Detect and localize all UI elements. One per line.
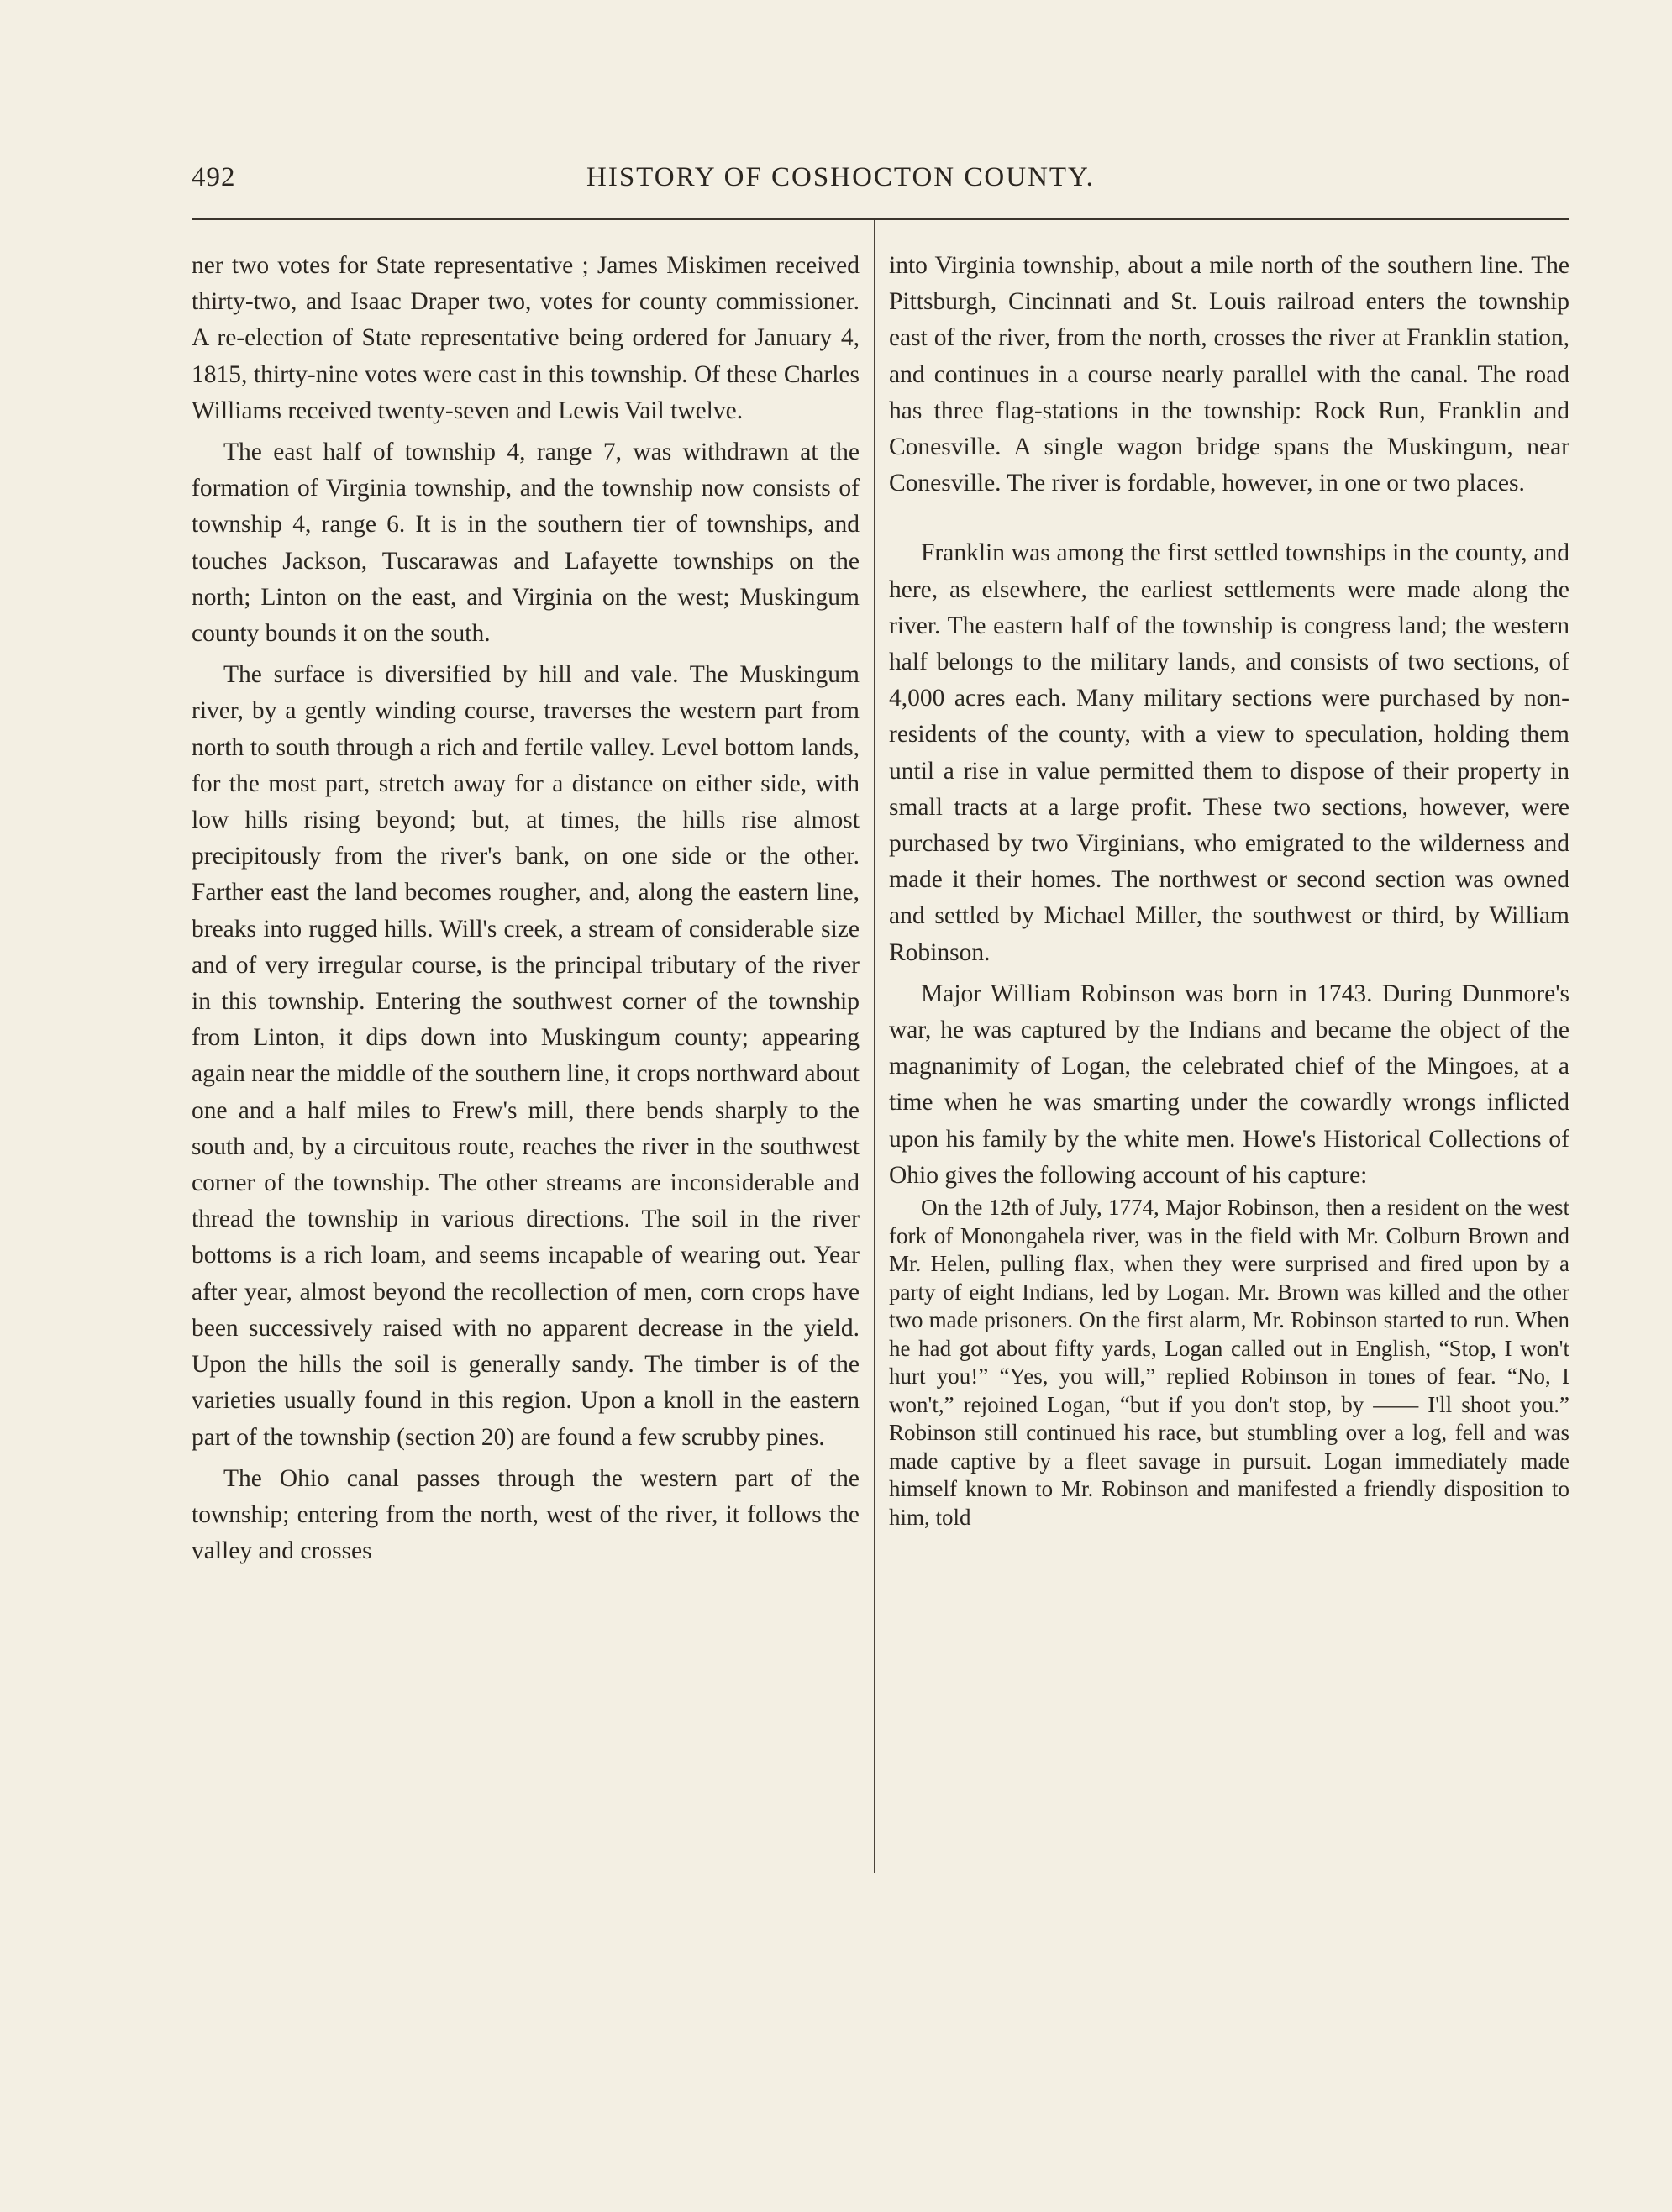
paragraph-boundaries: The east half of township 4, range 7, was withdrawn at the formation of Virginia township, and the township now consists of township 4, range 6. It is in the southern tier of townships, and touches Jackson, Tuscarawas and Lafayette townships on the north; Linton on the east, and Virginia on the west; Muskingum county bounds it on the south. — [192, 439, 860, 648]
paragraph-surface: The surface is diversified by hill and vale. The Muskingum river, by a gently winding course, traverses the western part from north to south through a rich and fertile valley. Level bottom lands, for the most part, stretch away for a distance on either side, with low hills rising beyond; but, at times, the hills rise almost precipitously from the river's bank, on one side or the other. Farther east the land becomes rougher, and, along the eastern line, breaks into rugged hills. Will's creek, a stream of considerable size and of very irregular course, is the principal tributary of the river in this township. Entering the southwest corner of the township from Linton, it dips down into Muskingum county; appearing again near the middle of the southern line, it crops northward about one and a half miles to Frew's mill, there bends sharply to the south and, by a circuitous route, reaches the river in the southwest corner of the township. The other streams are inconsiderable and thread the township in various directions. The soil in the river bottoms is a rich loam, and seems incapable of wearing out. Year after year, almost beyond the recollection of men, corn crops have been successively raised with no apparent decrease in the yield. Upon the hills the soil is generally sandy. The timber is of the varieties usually found in this region. Upon a knoll in the eastern part of the township (section 20) are found a few scrubby pines. — [192, 661, 860, 1451]
page-header — [192, 162, 1569, 204]
paragraph-canal: The Ohio canal passes through the western part of the township; entering from the north, west of the river, it follows the valley and crosses — [192, 1464, 860, 1565]
paragraph-railroad: into Virginia township, about a mile north of the southern line. The Pittsburgh, Cincinnati and St. Louis railroad enters the township east of the river, from the north, crosses the river at Franklin station, and continues in a course nearly parallel with the canal. The road has three flag-stations in the township: Rock Run, Franklin and Conesville. A single wagon bridge spans the Muskingum, near Conesville. The river is fordable, however, in one or two places. — [889, 252, 1569, 497]
column-divider — [874, 220, 875, 1873]
header-rule — [192, 218, 1569, 220]
paragraph-continued: ner two votes for State representative ; James Miskimen received thirty-two, and Isaac Draper two, votes for county commissioner. A re-election of State representative being ordered for January 4, 1815, thirty-nine votes were cast in this township. Of these Charles Williams received twenty-seven and Lewis Vail twelve. — [192, 252, 860, 424]
paragraph-settlement: Franklin was among the first settled townships in the county, and here, as elsewhere, the earliest settlements were made along the river. The eastern half of the township is congress land; the western half belongs to the military lands, and consists of two sections, of 4,000 acres each. Many military sections were purchased by non-residents of the county, with a view to speculation, holding them until a rise in value permitted them to dispose of their property in small tracts at a large profit. These two sections, however, were purchased by two Virginians, who emigrated to the wilderness and made it their homes. The northwest or second section was owned and settled by Michael Miller, the southwest or third, by William Robinson. — [889, 539, 1569, 966]
left-column — [192, 248, 860, 1569]
running-head: HISTORY OF COSHOCTON COUNTY. — [586, 162, 1095, 192]
paragraph-robinson: Major William Robinson was born in 1743. During Dunmore's war, he was captured by the Indians and became the object of the magnanimity of Logan, the celebrated chief of the Mingoes, at a time when he was smarting under the cowardly wrongs inflicted upon his family by the white men. Howe's Historical Collections of Ohio gives the following account of his capture: — [889, 980, 1569, 1189]
block-quote: On the 12th of July, 1774, Major Robinson, then a resident on the west fork of Monongahela river, was in the field with Mr. Colburn Brown and Mr. Helen, pulling flax, when they were surprised and fired upon by a party of eight Indians, led by Logan. Mr. Brown was killed and the other two made prisoners. On the first alarm, Mr. Robinson started to run. When he had got about fifty yards, Logan called out in English, “Stop, I won't hurt you!” “Yes, you will,” replied Robinson in tones of fear. “No, I won't,” rejoined Logan, “but if you don't stop, by —— I'll shoot you.” Robinson still continued his race, but stumbling over a log, fell and was made captive by a fleet savage in pursuit. Logan immediately made himself known to Mr. Robinson and manifested a friendly disposition to him, told — [889, 1195, 1569, 1530]
page-number: 492 — [192, 162, 236, 192]
right-column — [889, 248, 1569, 1532]
